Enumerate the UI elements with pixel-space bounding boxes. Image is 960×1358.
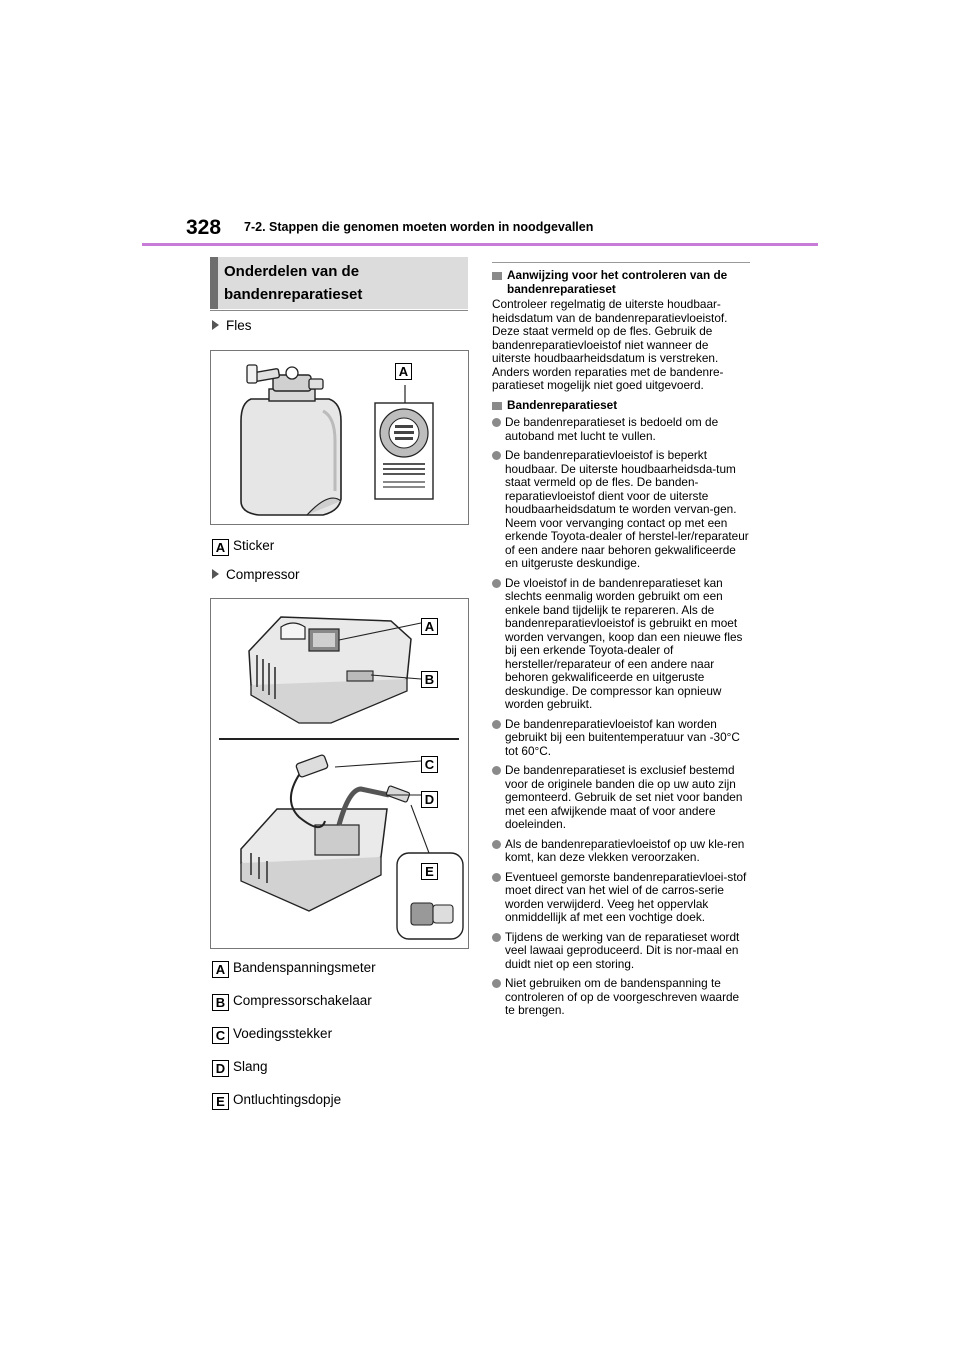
kit-note-heading: Bandenreparatieset: [492, 399, 750, 413]
legend-item: [212, 537, 274, 556]
header-rule: [142, 243, 818, 246]
circle-bullet-icon: [492, 579, 501, 588]
compressor-heading: Compressor: [212, 567, 300, 582]
square-bullet-icon: [492, 402, 502, 410]
notes-rule: [492, 262, 750, 263]
triangle-icon: [212, 320, 219, 330]
check-note-heading: Aanwijzing voor het controleren van de bandenreparatieset: [492, 269, 750, 296]
circle-bullet-icon: [492, 840, 501, 849]
list-item: De bandenreparatieset is bedoeld om de autoband met lucht te vullen.: [492, 416, 750, 443]
legend-item: [212, 1025, 332, 1044]
legend-text: Voedingsstekker: [233, 1026, 333, 1041]
check-note-text: Controleer regelmatig de uiterste houdbaar-heidsdatum van de bandenreparatievloeistof. Deze staat vermeld op de fles. Gebruik de bandenreparatievloeistof niet wanneer de uiterste houdbaarheidsdatum is verstreken. Anders worden reparaties met de bandenre-paratieset mogelijk niet goed uitgevoerd.: [492, 297, 728, 392]
figure-label-a: A: [395, 361, 416, 380]
bottle-figure: [210, 350, 469, 525]
legend-badge: A: [212, 961, 229, 978]
circle-bullet-icon: [492, 873, 501, 882]
compressor-illustration: [211, 599, 468, 948]
notes-column: [492, 262, 750, 1024]
circle-bullet-icon: [492, 933, 501, 942]
square-bullet-icon: [492, 272, 502, 280]
legend-badge: B: [212, 994, 229, 1011]
list-item: De bandenreparatievloeistof kan worden gebruikt bij een buitentemperatuur van -30°C tot 60°C.: [492, 718, 750, 759]
bottle-heading: Fles: [212, 318, 252, 333]
list-item: Niet gebruiken om de bandenspanning te controleren of op de voorgeschreven waarde te brengen.: [492, 977, 750, 1018]
list-item: De bandenreparatieset is exclusief bestemd voor de originele banden die op uw auto zijn gemonteerd. Gebruik de set niet voor banden met een afwijkende maat of voor andere doeleinden.: [492, 764, 750, 832]
chapter-title: 7-2. Stappen die genomen moeten worden in noodgevallen: [244, 220, 594, 234]
legend-text: Slang: [233, 1059, 268, 1074]
triangle-icon: [212, 569, 219, 579]
legend-item: [212, 992, 372, 1011]
list-item: Als de bandenreparatievloeistof op uw kle-ren komt, kan deze vlekken veroorzaken.: [492, 838, 750, 865]
legend-item: [212, 959, 376, 978]
list-item: Eventueel gemorste bandenreparatievloei-stof moet direct van het wiel of de carros-serie worden verwijderd. Veeg het oppervlak onmiddellijk af met een vochtige doek.: [492, 871, 750, 925]
circle-bullet-icon: [492, 451, 501, 460]
section-title: Onderdelen van de bandenreparatieset: [224, 263, 363, 303]
figure-label-a: A: [421, 616, 442, 635]
section-heading-box: [210, 257, 468, 309]
list-item: De bandenreparatievloeistof is beperkt houdbaar. De uiterste houdbaarheidsda-tum staat vermeld op de fles. De banden-reparatievloeistof dient voor de uiterste houdbaarheidsdatum te worden vervan-gen. Neem voor vervanging contact op met een erkende Toyota-dealer of herstel-ler/reparateur of een andere naar behoren gekwalificeerde en uitgeruste deskundige.: [492, 449, 750, 571]
circle-bullet-icon: [492, 979, 501, 988]
figure-label-d: D: [421, 789, 442, 808]
legend-badge: D: [212, 1060, 229, 1077]
circle-bullet-icon: [492, 766, 501, 775]
compressor-figure: [210, 598, 469, 949]
circle-bullet-icon: [492, 418, 501, 427]
list-item: Tijdens de werking van de reparatieset wordt veel lawaai geproduceerd. Dit is nor-maal en duidt niet op een storing.: [492, 931, 750, 972]
list-item: De vloeistof in de bandenreparatieset kan slechts eenmalig worden gebruikt om een enkele band tijdelijk te repareren. Als de bandenreparatievloeistof is gebruikt en moet worden vervangen, koop dan een nieuwe fles bij een erkende Toyota-dealer of hersteller/reparateur of een andere naar behoren gekwalificeerde en uitgeruste deskundige. De compressor kan opnieuw worden gebruikt.: [492, 577, 750, 712]
legend-badge: C: [212, 1027, 229, 1044]
page-number: 328: [186, 216, 222, 239]
section-rule: [210, 310, 468, 311]
legend-item: [212, 1058, 268, 1077]
kit-note-list: [492, 416, 750, 1018]
legend-badge: A: [212, 539, 229, 556]
circle-bullet-icon: [492, 720, 501, 729]
legend-text: Compressorschakelaar: [233, 993, 372, 1008]
legend-item: [212, 1091, 341, 1110]
legend-text: Ontluchtingsdopje: [233, 1092, 342, 1107]
bottle-illustration: [211, 351, 468, 524]
figure-label-c: C: [421, 754, 442, 773]
legend-text: Sticker: [233, 538, 275, 553]
legend-badge: E: [212, 1093, 229, 1110]
legend-text: Bandenspanningsmeter: [233, 960, 376, 975]
figure-label-e: E: [421, 861, 442, 880]
section-heading-bar: [210, 257, 218, 309]
figure-label-b: B: [421, 669, 442, 688]
